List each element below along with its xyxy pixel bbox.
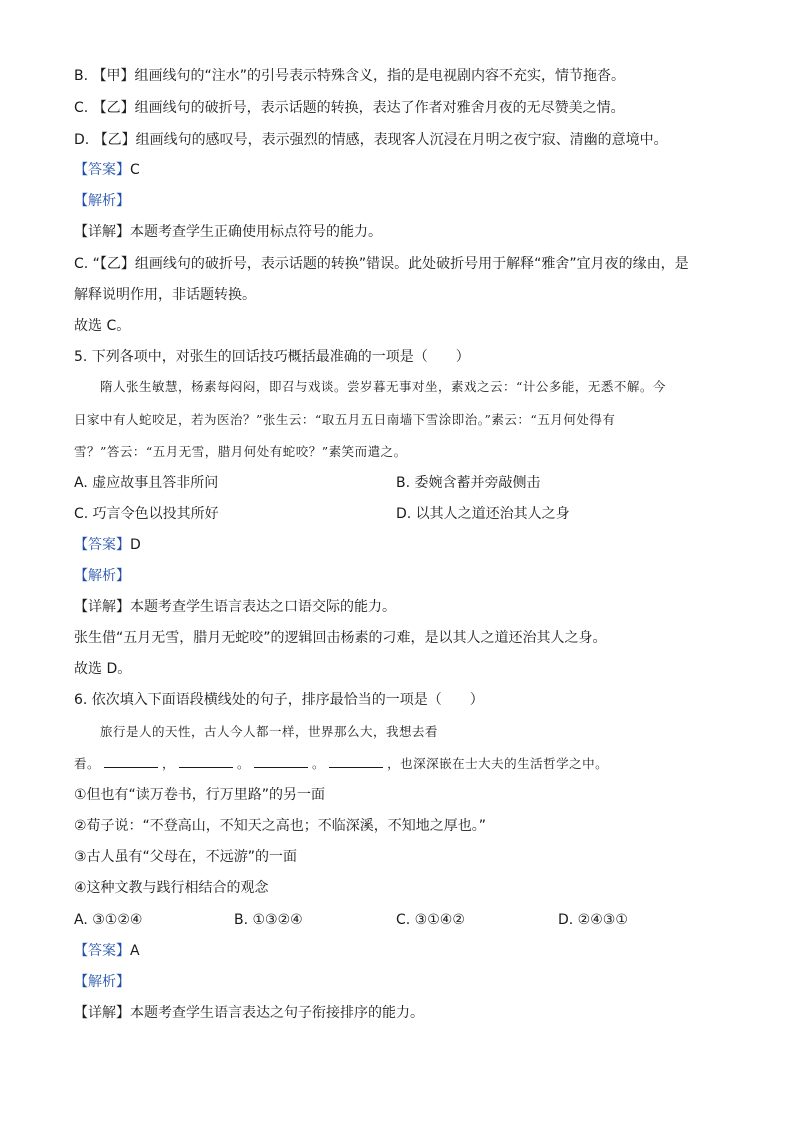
answer-value: C: [130, 162, 140, 178]
q6-stem: 6. 依次填入下面语段横线处的句子，排序最恰当的一项是（ ）: [74, 692, 484, 708]
q6-option-a: A. ③①②④: [74, 912, 143, 928]
passage-text: 看。: [74, 756, 101, 771]
q4-conclusion: 故选 C。: [74, 318, 131, 334]
q6-item-1: ①但也有“读万卷书，行万里路”的另一面: [74, 787, 326, 803]
q6-option-c: C. ③①④②: [396, 912, 465, 928]
q4-explain-line-1: C. “【乙】组画线句的破折号，表示话题的转换”错误。此处破折号用于解释“雅舍”宜月夜的缘由，是: [74, 256, 689, 272]
q6-passage-line-1: 旅行是人的天性，古人今人都一样，世界那么大，我想去看: [100, 724, 439, 739]
detail-text: 本题考查学生语言表达之句子衔接排序的能力。: [130, 1005, 424, 1021]
q5-answer: [74, 535, 141, 555]
q4-explain-line-2: 解释说明作用，非话题转换。: [74, 287, 256, 303]
answer-blank-1: [104, 755, 158, 768]
answer-value: A: [130, 943, 140, 959]
q6-detail: [74, 1003, 424, 1023]
q6-option-b: B. ①③②④: [234, 912, 303, 928]
q6-item-4: ④这种文教与践行相结合的观念: [74, 880, 269, 896]
q5-detail: [74, 597, 396, 617]
detail-tag: 【详解】: [74, 1005, 130, 1021]
detail-tag: 【详解】: [74, 599, 130, 615]
detail-tag: 【详解】: [74, 224, 130, 240]
q5-analysis-tag: 【解析】: [74, 568, 130, 584]
answer-value: D: [130, 537, 141, 553]
passage-text: ，也深深嵌在士大夫的生活哲学之中。: [387, 756, 609, 771]
q5-option-b: B. 委婉含蓄并旁敲侧击: [396, 475, 541, 491]
answer-tag: 【答案】: [74, 943, 130, 959]
q6-item-2: ②荀子说：“不登高山，不知天之高也；不临深溪，不知地之厚也。”: [74, 818, 487, 834]
answer-tag: 【答案】: [74, 162, 130, 178]
q6-option-d: D. ②④③①: [558, 912, 628, 928]
q4-option-d: D. 【乙】组画线句的感叹号，表示强烈的情感，表现客人沉浸在月明之夜宁寂、清幽的意境中。: [74, 132, 668, 148]
answer-blank-4: [329, 755, 383, 768]
q4-analysis-tag: 【解析】: [74, 193, 130, 209]
q5-conclusion: 故选 D。: [74, 661, 132, 677]
detail-text: 本题考查学生语言表达之口语交际的能力。: [130, 599, 396, 615]
q5-option-c: C. 巧言令色以投其所好: [74, 506, 219, 522]
q4-answer: [74, 160, 140, 180]
q5-stem: 5. 下列各项中，对张生的回话技巧概括最准确的一项是（ ）: [74, 349, 470, 365]
q6-item-3: ③古人虽有“父母在，不远游”的一面: [74, 849, 298, 865]
q5-passage-line-2: 日家中有人蛇咬足，若为医治？”张生云：“取五月五日南墙下雪涂即治。”素云：“五月何处得有: [74, 412, 616, 427]
q5-option-d: D. 以其人之道还治其人之身: [396, 506, 570, 522]
separator: 。: [237, 756, 251, 771]
q4-option-c: C. 【乙】组画线句的破折号，表示话题的转换，表达了作者对雅舍月夜的无尽赞美之情。: [74, 100, 625, 116]
q6-answer: [74, 941, 140, 961]
detail-text: 本题考查学生正确使用标点符号的能力。: [130, 224, 382, 240]
q4-option-b: B. 【甲】组画线句的“注水”的引号表示特殊含义，指的是电视剧内容不充实，情节拖沓。: [74, 68, 626, 84]
q6-passage-line-2: [74, 754, 724, 774]
q5-explain: 张生借“五月无雪，腊月无蛇咬”的逻辑回击杨素的刁难，是以其人之道还治其人之身。: [74, 630, 607, 646]
answer-blank-3: [254, 755, 308, 768]
q5-option-a: A. 虚应故事且答非所问: [74, 475, 219, 491]
answer-blank-2: [179, 755, 233, 768]
q5-passage-line-1: 隋人张生敏慧，杨素每闷闷，即召与戏谈。尝岁暮无事对坐，素戏之云：“计公多能，无悉不解。今: [100, 379, 666, 394]
q6-analysis-tag: 【解析】: [74, 974, 130, 990]
answer-tag: 【答案】: [74, 537, 130, 553]
separator: 。: [312, 756, 326, 771]
separator: ，: [162, 756, 176, 771]
q4-detail: [74, 222, 382, 242]
q5-passage-line-3: 雪？”答云：“五月无雪，腊月何处有蛇咬？”素笑而遣之。: [74, 444, 407, 459]
